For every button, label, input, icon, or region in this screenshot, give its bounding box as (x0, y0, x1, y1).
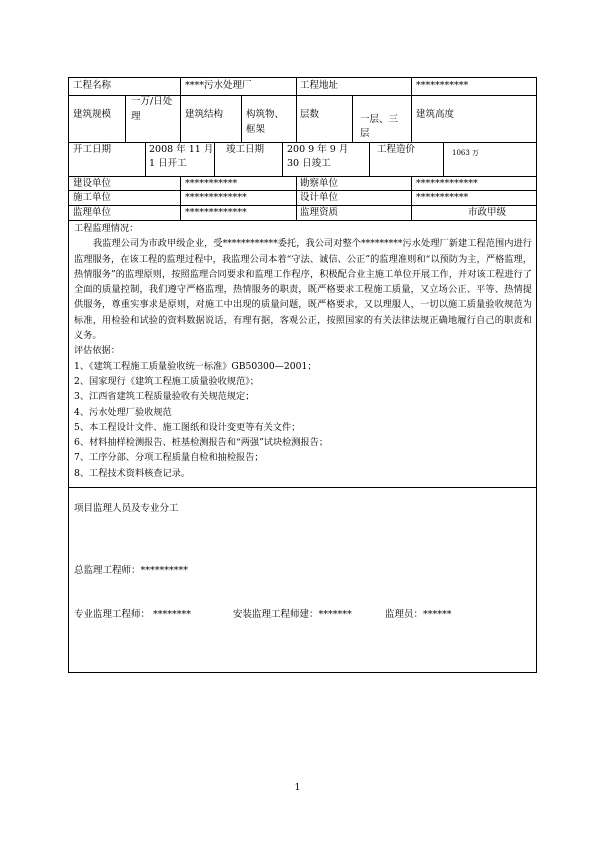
basis-item: 8、工程技术资料核查记录。 (74, 467, 191, 479)
basis-item: 7、工序分部、分项工程质量自检和抽检报告； (74, 452, 264, 464)
table-rule (411, 78, 412, 95)
floors-value-line2: 层 (360, 128, 370, 139)
basis-item: 1、《建筑工程施工质量验收统一标准》GB50300—2001； (74, 360, 317, 372)
table-rule (369, 142, 370, 176)
floors-value-line1: 一层、三 (360, 114, 399, 125)
table-rule (69, 190, 536, 191)
design-unit-label: 设计单位 (300, 192, 339, 203)
start-date-label: 开工日期 (73, 144, 112, 155)
project-name-value: ****污水处理厂 (185, 80, 252, 91)
installation-engineer: 安装监理工程师建：******* (233, 609, 352, 620)
completion-date-label: 竣工日期 (226, 144, 265, 155)
supervision-paragraph: 我监理公司为市政甲级企业，受************委托，我公司对整个*********污水处理厂新建工程范围内进行监理服务，在该工程的监理过程中，我监理公司本着“守法、诚信、公正”的监理准则和“以预防为主，严格监理，热情服务”的监理原则，按照监理合同要求和监理工作程序，积极配合业主施工单位开展工作，并对该工程进行了全面的质量控制，我们遵守严格监理，热情服务的职责，既严格要求工程施工质量，又立场公正、平等、热情提供服务，尊重实事求是原则，对施工中出现的质量问题，既严格要求，又以理服人，一切以施工质量验收规范为标准，用检验和试验的资料数据说话，有理有据，客观公正，按照国家的有关法律法规正确地履行自己的职责和义务。 (74, 238, 532, 342)
supervision-heading: 工程监理情况： (74, 223, 139, 234)
table-rule (296, 95, 297, 142)
basis-item: 3、江西省建筑工程质量验收有关规范规定； (74, 391, 255, 403)
building-structure-value-line1: 构筑物、 (246, 109, 285, 120)
project-name-label: 工程名称 (73, 80, 112, 91)
project-cost-label: 工程造价 (377, 144, 416, 155)
builder-unit-label: 施工单位 (73, 192, 112, 203)
table-rule (282, 142, 283, 176)
basis-item: 4、污水处理厂验收规范 (74, 406, 172, 418)
page-number: 1 (294, 783, 301, 793)
table-rule (69, 176, 536, 177)
chief-engineer: 总监理工程师：********** (74, 565, 189, 576)
table-rule (180, 176, 181, 220)
builder-unit-value: ************* (185, 192, 247, 203)
start-date-value-line1: 2008 年 11 月 (149, 144, 214, 155)
table-rule (145, 142, 146, 176)
table-rule (69, 142, 536, 143)
table-rule (180, 95, 181, 142)
supervision-qualification-value: 市政甲级 (468, 207, 507, 218)
basis-item: 2、国家现行《建筑工程施工质量验收规范》； (74, 375, 259, 387)
project-address-value: *********** (416, 80, 469, 91)
table-rule (296, 176, 297, 220)
project-cost-value: 1063 万 (452, 149, 480, 157)
survey-unit-value: ************* (416, 178, 478, 189)
table-rule (214, 142, 215, 176)
table-rule (411, 95, 412, 142)
construction-unit-label: 建设单位 (73, 178, 112, 189)
supervision-unit-label: 监理单位 (73, 207, 112, 218)
basis-item: 6、材料抽样检测报告、桩基检测报告和“两强”试块检测报告； (74, 437, 329, 449)
design-unit-value: *********** (416, 192, 469, 203)
supervision-section (74, 221, 532, 481)
start-date-value-line2: 1 日开工 (149, 158, 187, 169)
building-scale-value-line2: 理 (131, 111, 141, 122)
staff-heading: 项目监理人员及专业分工 (74, 503, 179, 514)
section-divider (68, 487, 537, 488)
completion-date-value-line2: 30 日竣工 (287, 158, 331, 169)
table-rule (296, 78, 297, 95)
building-scale-label: 建筑规模 (73, 109, 112, 120)
supervision-unit-value: ************* (185, 207, 247, 218)
basis-heading: 评估依据： (74, 345, 120, 357)
supervisor: 监理员：****** (385, 609, 452, 620)
floors-label: 层数 (300, 109, 320, 120)
building-structure-label: 建筑结构 (185, 109, 224, 120)
building-scale-value-line1: 一万/日处 (131, 96, 173, 107)
table-rule (125, 95, 126, 142)
survey-unit-label: 勘察单位 (300, 178, 339, 189)
construction-unit-value: *********** (185, 178, 238, 189)
table-rule (411, 176, 412, 220)
specialty-engineer: 专业监理工程师： ******** (74, 609, 192, 620)
basis-item: 5、本工程设计文件、施工图纸和设计变更等有关文件； (74, 421, 301, 433)
building-height-label: 建筑高度 (416, 109, 455, 120)
table-rule (241, 95, 242, 142)
building-structure-value-line2: 框架 (246, 124, 266, 135)
table-rule (352, 95, 353, 142)
supervision-qualification-label: 监理资质 (300, 207, 339, 218)
table-rule (69, 205, 536, 206)
completion-date-value-line1: 200 9 年 9 月 (287, 144, 349, 155)
table-rule (180, 78, 181, 95)
project-address-label: 工程地址 (300, 80, 339, 91)
table-rule (443, 142, 444, 176)
